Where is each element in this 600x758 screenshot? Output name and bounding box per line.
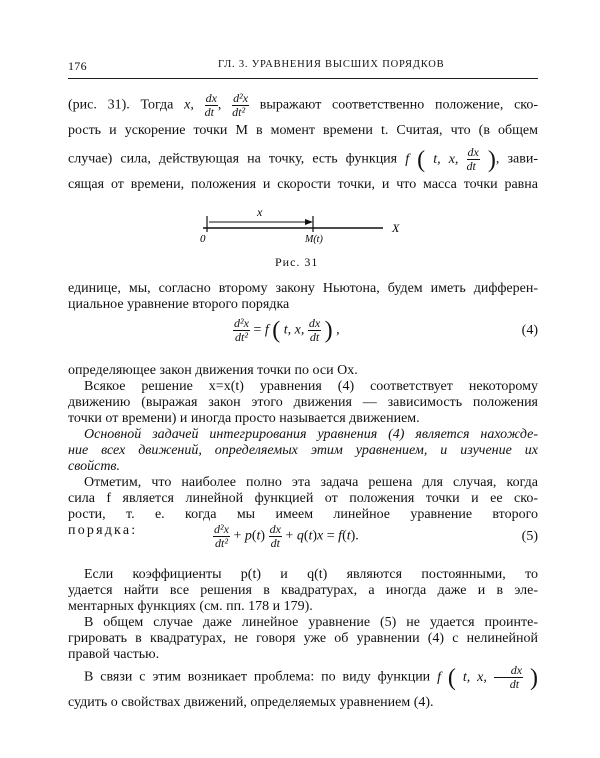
text-line: сящая от времени, положения и скорости точки, и что масса точки равна (68, 177, 538, 192)
text: выражают соответственно положение, ско- (259, 97, 539, 113)
chapter-title: ГЛ. 3. УРАВНЕНИЯ ВЫСШИХ ПОРЯДКОВ (218, 59, 445, 70)
equation-number: (4) (521, 323, 538, 338)
axis-label: X (392, 221, 400, 235)
text-line: Если коэффициенты p(t) и q(t) являются постоянными, то (84, 567, 538, 582)
text-line: рости, т. е. когда мы имеем линейное уравнение второго (68, 507, 538, 522)
text-line: правой частью. (68, 647, 160, 662)
text: x, (184, 97, 194, 113)
equation-5: $\frac{\text{d²x}}{\text{dt²}}$ + p(t) $\frac{dx}{dt}$ + q(t)x = f(t). (5) (214, 522, 538, 550)
text-line: судить о свойствах движений, определяемых уравнением (4). (68, 695, 434, 710)
text-line: грировать в квадратурах, не говоря уже об уравнении (4) с нелинейной (68, 631, 538, 646)
fraction-d2x-dt2: $\frac{\text{d²x}}{\text{dt²}}$ (232, 91, 249, 119)
equation-4: $\frac{\text{d²x}}{\text{dt²}}$ = f ( t, x, $\frac{dx}{dt}$ ) , (4) (234, 316, 538, 344)
text-line: порядка: (68, 523, 138, 538)
text: случае) сила, действующая на точку, есть функция (68, 151, 398, 167)
equation-number: (5) (521, 529, 538, 544)
segment-label: x (257, 205, 263, 219)
figure-31 (195, 200, 415, 248)
text-line: В общем случае даже линейное уравнение (5) не удается проинте- (84, 615, 538, 630)
text-line: рость и ускорение точки M в момент времени t. Считая, что (в общем (68, 123, 538, 138)
text-line: ментарных функциях (см. пп. 178 и 179). (68, 599, 313, 614)
page-number: 176 (68, 59, 87, 73)
point-label: M(t) (305, 234, 323, 245)
text-line: сила f является линейной функцией от положения точки и ее ско- (68, 491, 538, 506)
function-f-t-x-dxdt: f ( t, x, $\frac{dx}{dt}$ ) (437, 663, 539, 691)
text-line: движению (выражая закон этого движения — зависимость положения (68, 395, 538, 410)
header-rule (68, 78, 538, 79)
text: , зави- (495, 151, 539, 167)
text-line: Всякое решение x=x(t) уравнения (4) соответствует некоторому (84, 379, 538, 394)
figure-caption: Рис. 31 (275, 255, 319, 269)
text: (рис. 31). Тогда (68, 97, 174, 113)
text: В связи с этим возникает проблема: по виду функции (84, 669, 431, 685)
function-f-t-x-dxdt: f ( t, x, $\frac{dx}{dt}$ ) (405, 145, 496, 173)
text-line: Основной задачей интегрирования уравнения (4) является нахожде- (84, 427, 538, 442)
fraction-dx-dt: $\frac{dx}{dt}$ (204, 91, 217, 119)
text-line: единице, мы, согласно второму закону Ньютона, будем иметь дифферен- (68, 281, 538, 296)
text-line: циальное уравнение второго порядка (68, 297, 290, 312)
text-line: (рис. 31). Тогда x, $\frac{dx}{dt}$ , $\frac{\text{d²x}}{\text{dt²}}$ выражают соответственно положение, ско- (68, 91, 539, 119)
text-line: свойств. (68, 459, 121, 474)
text-line: точки от времени) и иногда просто называется движением. (68, 411, 420, 426)
text-line: ние всех движений, определяемых этим уравнением, и изучение их (68, 443, 538, 458)
origin-label: 0 (200, 233, 206, 245)
text-line (68, 146, 538, 173)
text-line: Отметим, что наиболее полно эта задача решена для случая, когда (84, 475, 538, 490)
text-line: удается найти все решения в квадратурах, а иногда даже и в эле- (68, 583, 538, 598)
arrow-head (305, 219, 313, 225)
text-line: определяющее закон движения точки по оси Ox. (68, 363, 358, 378)
text-line (68, 664, 538, 691)
